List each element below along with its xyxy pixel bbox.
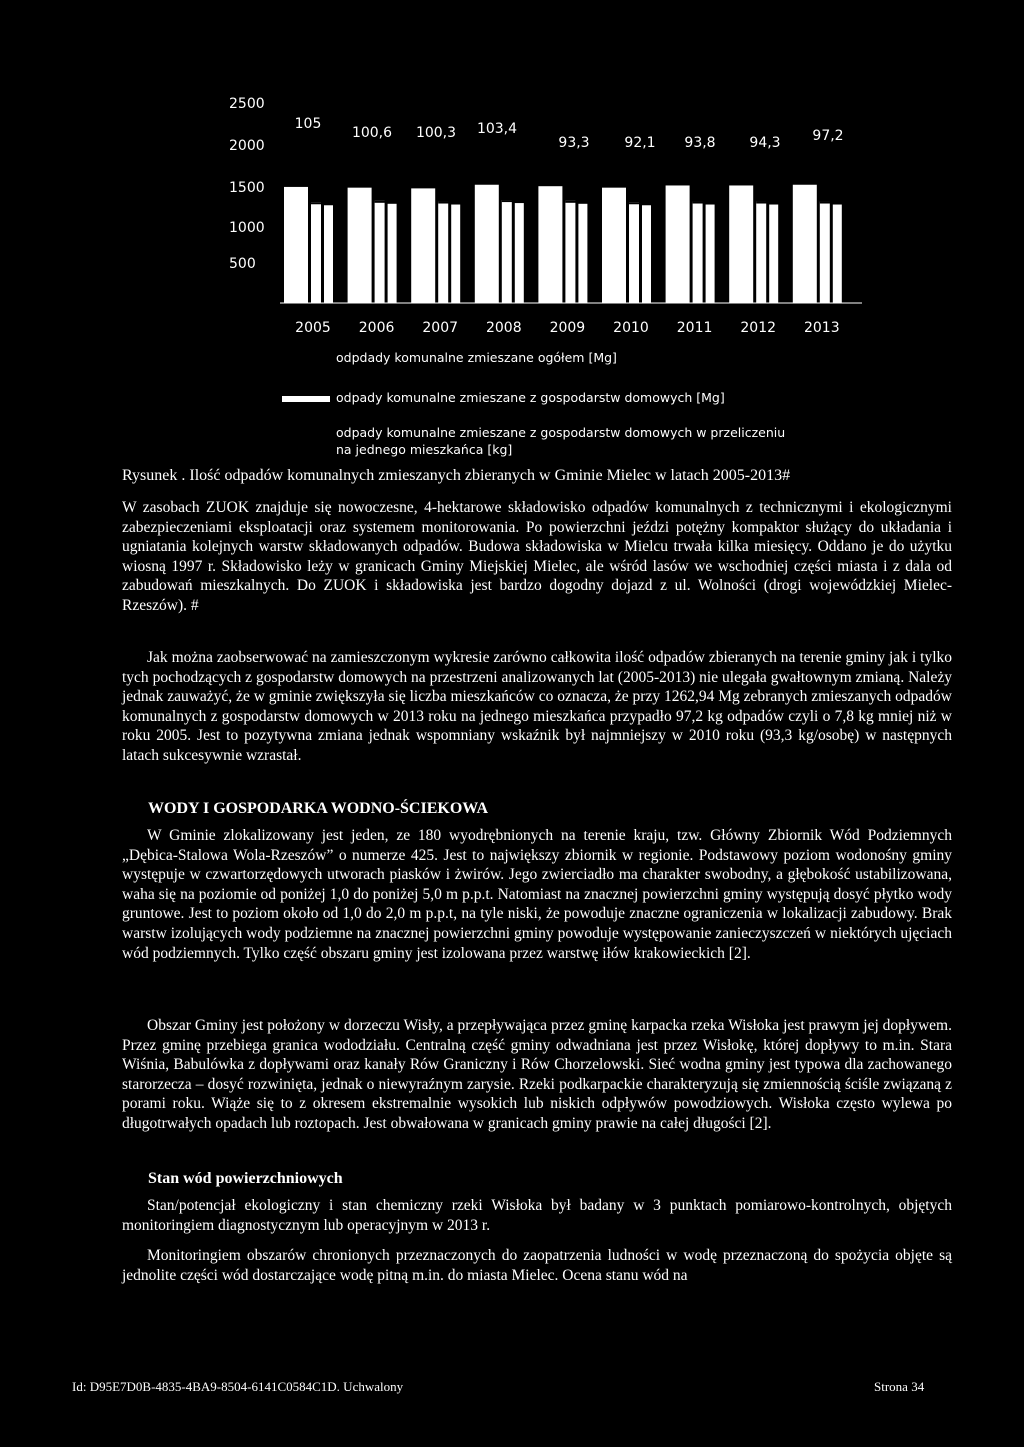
data-label-per-capita: 92,1 — [624, 135, 656, 151]
bar-households-secondary — [324, 205, 333, 303]
legend-item-total: odpdady komunalne zmieszane ogółem [Mg] — [336, 350, 617, 365]
bar-households — [565, 201, 575, 303]
bar-households-secondary — [388, 204, 397, 303]
y-tick-label: 1500 — [229, 180, 265, 196]
bar-cap — [438, 202, 460, 204]
data-label-per-capita: 97,2 — [812, 128, 844, 144]
data-label-per-capita: 93,8 — [684, 135, 716, 151]
paragraph-text: W zasobach ZUOK znajduje się nowoczesne, 4-hektarowe składowisko odpadów komunalnych z technicznymi i ekologicznymi zabezpieczeniami eksploatacji oraz systemem monitorowania. Po powierzchni jeździ potężny kompaktor służący do układania i ugniatania kolejnych warstw składowanych odpadów. Budowa składowiska w Mielcu trwała kilka miesięcy. Oddano je do użytku wiosną 1997 r. Składowisko leży w granicach Gminy Miejskiej Mielec, ale wśród lasów we wschodniej części miasta i z dala od zabudowań mieszkalnych. Do ZUOK i składowiska jest bardzo dogodny dojazd z ul. Wolności (drogi wojewódzkiej Mielec-Rzeszów). # — [122, 499, 952, 614]
legend-swatch-households — [282, 396, 330, 402]
legend-item-per-capita-line1: odpady komunalne zmieszane z gospodarstw domowych w przeliczeniu — [336, 425, 786, 440]
data-label-per-capita: 105 — [294, 116, 322, 132]
paragraph-text: Stan/potencjał ekologiczny i stan chemiczny rzeki Wisłoka był badany w 3 punktach pomiarowo-kontrolnych, objętych monitoringiem diagnostycznym lub operacyjnym w 2013 r. — [122, 1197, 952, 1234]
data-label-per-capita: 93,3 — [558, 135, 590, 151]
x-tick-label: 2009 — [549, 320, 586, 336]
bar-total — [538, 186, 562, 303]
bar-households-secondary — [578, 204, 587, 303]
bar-households — [693, 202, 703, 303]
bar-households-secondary — [451, 205, 460, 303]
paragraph-rivers — [122, 1016, 952, 1134]
bar-households — [629, 202, 639, 303]
paragraph-text: Obszar Gminy jest położony w dorzeczu Wisły, a przepływająca przez gminę karpacka rzeka Wisłoka jest prawym jej dopływem. Przez gminę przebiega granica wododziału. Centralną część gminy odwadniana jest przez Wisłokę, której dopływy to m.in. Stara Wiśnia, Babulówka z dopływami oraz kanały Rów Graniczny i Rów Chorzelowski. Sieć wodna gminy jest typowa dla zachowanego starorzecza – dosyć rozwinięta, jednak o niewyraźnym zarysie. Rzeki podkarpackie charakteryzują się zmiennością ściśle związaną z porami roku. Wiąże się to z okresem ekstremalnie wysokich lub niskich odpływów powodziowych. Wisłoka często wylewa po długotrwałych opadach lub roztopach. Jest obwałowana w granicach gminy prawie na całej długości [2]. — [122, 1017, 952, 1132]
section-heading-water: WODY I GOSPODARKA WODNO-ŚCIEKOWA — [148, 800, 489, 817]
paragraph-text: Jak można zaobserwować na zamieszczonym wykresie zarówno całkowita ilość odpadów zbieranych na terenie gminy jak i tylko tych pochodzących z gospodarstw domowych na przestrzeni analizowanych lat (2005-2013) nie ulegała gwałtownym zmianą. Należy jednak zauważyć, że w gminie zwiększyła się liczba mieszkańców co oznacza, że przy 1262,94 Mg zebranych zmieszanych odpadów komunalnych z gospodarstw domowych w 2013 roku na jednego mieszkańca przypadło 97,2 kg odpadów czyli o 7,8 kg mniej niż w roku 2005. Jest to pozytywna zmiana jednak wspomniany wskaźnik był najmniejszy w 2010 roku (93,3 kg/osobę) w następnych latach sukcesywnie wzrastał. — [122, 649, 952, 764]
figure-caption: Rysunek . Ilość odpadów komunalnych zmieszanych zbieranych w Gminie Mielec w latach 2005-2013# — [122, 467, 791, 484]
legend-item-households: odpady komunalne zmieszane z gospodarstw domowych [Mg] — [336, 390, 725, 405]
paragraph-chart-analysis — [122, 648, 952, 766]
x-tick-label: 2007 — [422, 320, 459, 336]
bar-households — [756, 202, 766, 303]
data-label-per-capita: 100,6 — [351, 125, 393, 141]
y-tick-label: 2500 — [229, 96, 265, 112]
x-tick-label: 2012 — [740, 320, 777, 336]
bar-households — [820, 202, 830, 303]
x-tick-label: 2010 — [613, 320, 649, 336]
bar-total — [475, 185, 499, 303]
paragraph-landfill — [122, 498, 952, 616]
legend-item-per-capita — [336, 424, 785, 458]
bar-households — [438, 202, 448, 303]
bar-total — [348, 188, 372, 303]
data-label-per-capita: 94,3 — [749, 135, 781, 151]
bar-households-secondary — [706, 205, 715, 303]
bar-households — [375, 201, 385, 303]
x-tick-label: 2008 — [485, 320, 522, 336]
y-tick-label: 500 — [229, 256, 256, 272]
footer-page-number: Strona 34 — [874, 1379, 925, 1394]
paragraph-text: W Gminie zlokalizowany jest jeden, ze 180 wyodrębnionych na terenie kraju, tzw. Główny Zbiornik Wód Podziemnych „Dębica-Stalowa Wola-Rzeszów” o numerze 425. Jest to największy zbiornik w regionie. Podstawowy poziom wodonośny gminy występuje w czwartorzędowych utworach piasków i żwirów. Jego zwierciadło ma charakter swobodny, a głębokość ustabilizowana, waha się na poziomie od poniżej 1,0 do poniżej 5,0 m p.p.t. Natomiast na znacznej powierzchni gminy występują dosyć płytko wody gruntowe. Jest to poziom około od 1,0 do 2,0 m p.p.t, na tyle niski, że powoduje znaczne ograniczenia w lokalizacji zabudowy. Brak warstw izolujących wody podziemne na znacznej powierzchni gminy powoduje występowanie zanieczyszczeń w niektórych ujęciach wód podziemnych. Tylko część obszaru gminy jest izolowana przez warstwę iłów krakowieckich [2]. — [122, 827, 952, 962]
bar-cap — [565, 201, 587, 203]
y-tick-label: 2000 — [229, 138, 265, 154]
x-tick-label: 2005 — [295, 320, 331, 336]
section-heading-surface-water: Stan wód powierzchniowych — [148, 1170, 343, 1187]
paragraph-groundwater — [122, 826, 952, 963]
bar-total — [666, 185, 690, 303]
bar-cap — [311, 202, 333, 204]
bar-cap — [693, 202, 715, 204]
bar-total — [793, 185, 817, 303]
paragraph-surface-water — [122, 1196, 952, 1235]
x-tick-label: 2011 — [676, 320, 713, 336]
bar-total — [284, 187, 308, 303]
bar-households — [311, 202, 321, 303]
data-label-per-capita: 103,4 — [476, 121, 518, 137]
bar-households-secondary — [833, 205, 842, 303]
footer-document-id: Id: D95E7D0B-4835-4BA9-8504-6141C0584C1D. Uchwalony — [72, 1379, 404, 1394]
bar-total — [602, 188, 626, 303]
bar-households-secondary — [769, 205, 778, 303]
bar-cap — [502, 200, 524, 202]
bar-total — [729, 185, 753, 303]
x-tick-label: 2006 — [358, 320, 395, 336]
y-tick-label: 1000 — [229, 220, 265, 236]
bar-cap — [629, 202, 651, 204]
legend-item-per-capita-line2: na jednego mieszkańca [kg] — [336, 442, 513, 457]
bar-total — [411, 188, 435, 303]
bar-cap — [820, 202, 842, 204]
bar-cap — [756, 202, 778, 204]
bar-cap — [375, 201, 397, 203]
bar-households-secondary — [642, 205, 651, 303]
data-label-per-capita: 100,3 — [415, 125, 457, 141]
chart — [0, 0, 1024, 470]
paragraph-text: Monitoringiem obszarów chronionych przeznaczonych do zaopatrzenia ludności w wodę przeznaczoną do spożycia objęte są jednolite części wód dostarczające wodę pitną m.in. do miasta Mielec. Ocena stanu wód na — [122, 1247, 952, 1284]
paragraph-monitoring — [122, 1246, 952, 1285]
x-tick-label: 2013 — [803, 320, 840, 336]
bar-households — [502, 200, 512, 303]
bar-households-secondary — [515, 203, 524, 303]
